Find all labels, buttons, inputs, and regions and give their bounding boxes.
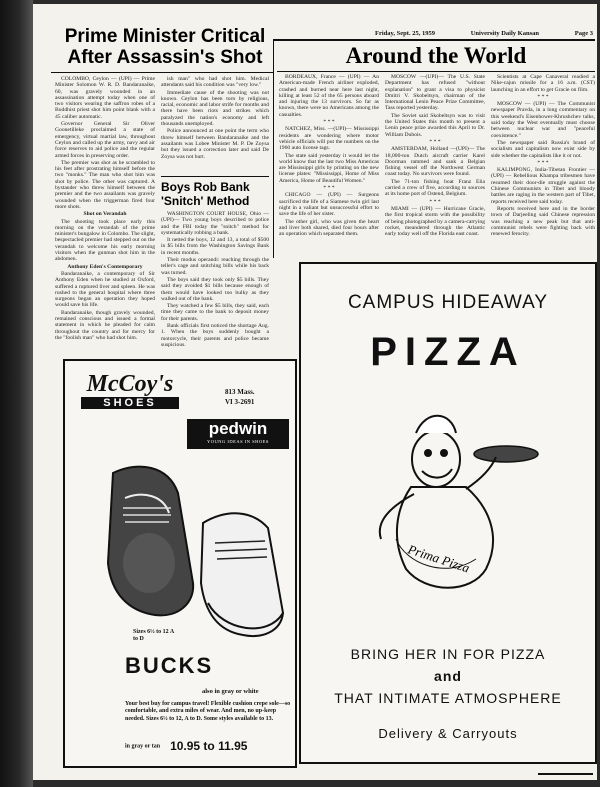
world-item: Reports received here and in the border town of Darjeeling said Chinese repression was reaching a new peak but that anti-communist rebels were fighting back with renewed ferocity.: [491, 205, 595, 238]
newspaper-page: [33, 4, 597, 780]
world-item: NATCHEZ, Miss. —(UPI)— Mississippi residents are wondering where motor vehicle officials will put the numbers on the 1960 auto license tags.: [279, 126, 379, 152]
column-divider: [273, 40, 274, 258]
ad-intimate-atmosphere: THAT INTIMATE ATMOSPHERE: [334, 690, 562, 706]
story2-paragraph: Their modus operandi: reaching through the teller's cage and snitching bills while his back was turned.: [161, 257, 269, 276]
price-value: 10.95 to 11.95: [170, 739, 248, 754]
also-text: also in gray or white: [202, 688, 259, 695]
story1-paragraph: The premier was shot as he scrambled to his feet after prostrating himself before the two "monks." The man who shot him was shot by police. The other was captured. A bystander who threw himself between the premier and the two assailants was gravely wounded when the triggerman fired four more shots.: [55, 159, 155, 210]
ad-delivery: Delivery & Carryouts: [378, 726, 518, 741]
story1-column-1: [55, 76, 155, 358]
mccoys-logo: [71, 371, 189, 415]
world-item: BORDEAUX, France — (UPI) — An American-made French airliner exploded, crashed and burned near here last night, killing at least 52 of the 65 persons aboard and injuring the 13 survivors. So far as known, there were no Americans among the casualties.: [279, 74, 379, 118]
story1-paragraph: Governor General Sir Oliver Goonetilleke proclaimed a state of emergency, virtual martial law, throughout Ceylon and called up the army, navy and air force reserves to aid police and the regular armed forces in preserving order.: [55, 121, 155, 159]
world-stars: * * *: [429, 198, 441, 205]
masthead-date: Friday, Sept. 25, 1959: [375, 30, 435, 37]
world-item: The other girl, who was given the heart and liver both shared, died four hours after an operation which separated them.: [279, 218, 379, 238]
world-item: CHICAGO — (UPI) — Surgeons sacrificed the life of a Siamese twin girl last night in a valiant but unsuccessful effort to save the life of her sister.: [279, 192, 379, 218]
world-stars: * * *: [537, 93, 549, 100]
story1-subhead: Shot on Verandah: [83, 211, 127, 218]
headline-rule: [51, 72, 273, 73]
world-stars: * * *: [537, 159, 549, 166]
sizes-text: Sizes 6½ to 12 A to D: [133, 629, 174, 642]
world-item: The state said yesterday it would let the world know that the last two Miss Americas are Mississippi girls by printing on the new license plates: "Mississippi, Home of Miss America, Home of Beautiful Women.": [279, 152, 379, 184]
story1-subhead: Anthony Eden's Contemporary: [67, 263, 143, 270]
world-title: Around the World: [345, 43, 527, 68]
story2-paragraph: It netted the boys, 12 and 13, a total of $500 in $5 bills from the Washington Savings Bank in recent months.: [161, 237, 269, 256]
masthead-rule: [273, 39, 595, 41]
story2-paragraph: The boys said they took only $5 bills. They said they avoided $1 bills because enough of them would have looked too bulky as they walked out of the bank.: [161, 276, 269, 302]
story1-paragraph: Bandaranaike, a contemporary of Sir Anthony Eden when he studied at Oxford, suffered a ruptured liver and spleen. He was rushed to the general hospital where three surgeons began an operation they hoped would save his life.: [55, 270, 155, 309]
pedwin-tagline: YOUNG IDEAS IN SHOES: [207, 439, 269, 444]
world-item: KALIMPONG, India-Tibetan Frontier — (UPI) — Rebellious Khampa tribesmen have resumed their door-die struggle against the Chinese Communists in Tibet and bloody battles are raging in the western part of Tibet, reports received here said today.: [491, 167, 595, 205]
story1-paragraph: COLOMBO, Ceylon — (UPI) — Prime Minister Solomon W. R. D. Bandaranaike, 60, was gravely wounded in an assassination attempt today when one of two visitors wearing the saffron robes of a Buddhist priest shot him point blank with a 45 caliber automatic.: [55, 76, 155, 120]
story2-paragraph: WASHINGTON COURT HOUSE, Ohio —(UPI)— Two young boys described to police and the FBI today the "snitch" method for systematically robbing a bank.: [161, 211, 269, 236]
bottom-rule: [538, 773, 593, 775]
masthead: [375, 30, 593, 37]
right-shoe: [201, 513, 283, 636]
story-divider: [161, 176, 269, 177]
world-item: The 71-ton fishing boat Franz Elia carried a crew of five, according to sources at its home port of Ostend, Belgium.: [385, 178, 485, 198]
world-column-3: [491, 74, 595, 260]
story2-paragraph: Bank officials first noticed the shortage Aug. 1. When the boys suddenly bought a motorcycle, their parents and police became suspicious.: [161, 323, 269, 348]
world-item: MOSCOW —(UPI)— The U.S. State Department has refused "without explanation" to grant a visa to physicist Dmitri V. Skobeltsyn, chairman of the International Lenin Peace Prize Committee, Tass reported yesterday.: [385, 74, 485, 112]
world-item: AMSTERDAM, Holland —(UPI)— The 18,000-ton Dutch aircraft carrier Karel Doorman rammed and sank a Belgian fishing vessel off the Northwest German coast today. No survivors were found.: [385, 146, 485, 178]
masthead-page: Page 3: [574, 30, 593, 37]
campus-hideaway-ad: [299, 262, 597, 764]
story1-paragraph: Police announced at one point the term who threw himself between Bandaranaike and the assailants was Lobee Minister M. P. De Zoysa but they issued a correction later and said De Zoysa was not hurt.: [161, 128, 269, 160]
world-stars: * * *: [429, 138, 441, 145]
ad-campus-hideaway: CAMPUS HIDEAWAY: [347, 292, 549, 313]
mccoys-address: 813 Mass.: [225, 388, 255, 396]
world-item: MIAMI — (UPI) — Hurricane Gracie, the first tropical storm with the possibility of being photographed by a camera-carrying rocket, meandered through the Atlantic early today well off the Florida east coast.: [385, 205, 485, 238]
story2-headline: Boys Rob Bank 'Snitch' Method: [161, 180, 250, 208]
pedwin-banner: [187, 419, 289, 449]
price-prefix: in gray or tan: [125, 743, 161, 750]
mccoys-phone: VI 3-2691: [225, 398, 255, 406]
world-item: Scientists at Cape Canaveral readied a Nike-cajun missile for a 16 a.m. (CST) launching in an effort to get Gracie on film.: [491, 74, 595, 93]
mccoys-shoes: SHOES: [81, 397, 179, 409]
ad-copy: Your best buy for campus travel! Flexible cushion crepe sole—so comfortable, and extra miles of wear. And men, no up-keep needed. Sizes 6½ to 12, A to D. Some styles available to 13.: [125, 701, 291, 722]
world-stars: * * *: [323, 119, 335, 126]
pedwin-logo: pedwin: [208, 419, 268, 438]
mccoys-brand: McCoy's: [86, 371, 174, 397]
mccoys-ad: [63, 359, 297, 768]
story1-headline: Prime Minister Critical After Assassin's Shot: [64, 26, 266, 68]
world-column-1: [279, 74, 379, 260]
shoe-illustration: [83, 453, 293, 643]
world-column-2: [385, 74, 485, 260]
story1-paragraph: ish man" who had shot him. Medical attendants said his condition was "very low.": [161, 76, 269, 89]
world-item: The Soviet said Skobeltsyn was to visit the United States this month to present a Lenin peace prize awarded this April to Dr. William Dubois.: [385, 112, 485, 138]
story2-paragraph: They watched a few $5 bills, they said, each time they came to the bank to deposit money for their parents.: [161, 303, 269, 322]
story1-paragraph: Bandaranaike, though gravely wounded, remained conscious and issued a formal statement in which he pleaded for calm throughout the country and for mercy for the "foolish man" who had shot him.: [55, 309, 155, 341]
world-title-rule: [277, 71, 595, 72]
chef-apron-text: Prima Pizza: [406, 541, 472, 576]
story1-paragraph: The shooting took place early this morning on the verandah of the prime minister's bungalow in Colombo. The slight, bespectacled premier had stepped out on the verandah to welcome his early morning visitors when the gunman shot him in the abdomen.: [55, 218, 155, 263]
ad-bring-her: BRING HER IN FOR PIZZA: [350, 646, 546, 662]
world-item: MOSCOW — (UPI) — The Communist newspaper Pravda, in a long commentary on this weekend's Eisenhower-Khrushchev talks, said today the West eventually must choose between nuclear war and "peaceful coexistence.": [491, 101, 595, 139]
ad-pizza-title: PIZZA: [370, 330, 526, 374]
pizza-chef-illustration: [356, 389, 556, 609]
ad-and: and: [434, 668, 462, 684]
world-item: The newspaper said Russia's brand of socialism and capitalism now exist side by side whether the capitalists like it or not.: [491, 139, 595, 159]
price-line: [125, 737, 291, 755]
world-stars: * * *: [323, 185, 335, 192]
story1-column-2: [161, 76, 269, 172]
masthead-paper: University Daily Kansan: [470, 30, 539, 37]
bucks-label: BUCKS: [125, 653, 214, 678]
story2-body: [161, 211, 269, 359]
story1-paragraph: Immediate cause of the shooting was not known. Ceylon has been torn by religious, racial, economic and labor strife for months and there have been riots and strikes which paralyzed the nation's economy and left thousands unemployed.: [161, 89, 269, 128]
left-shoe: [108, 467, 193, 616]
page-edge: [0, 0, 33, 787]
